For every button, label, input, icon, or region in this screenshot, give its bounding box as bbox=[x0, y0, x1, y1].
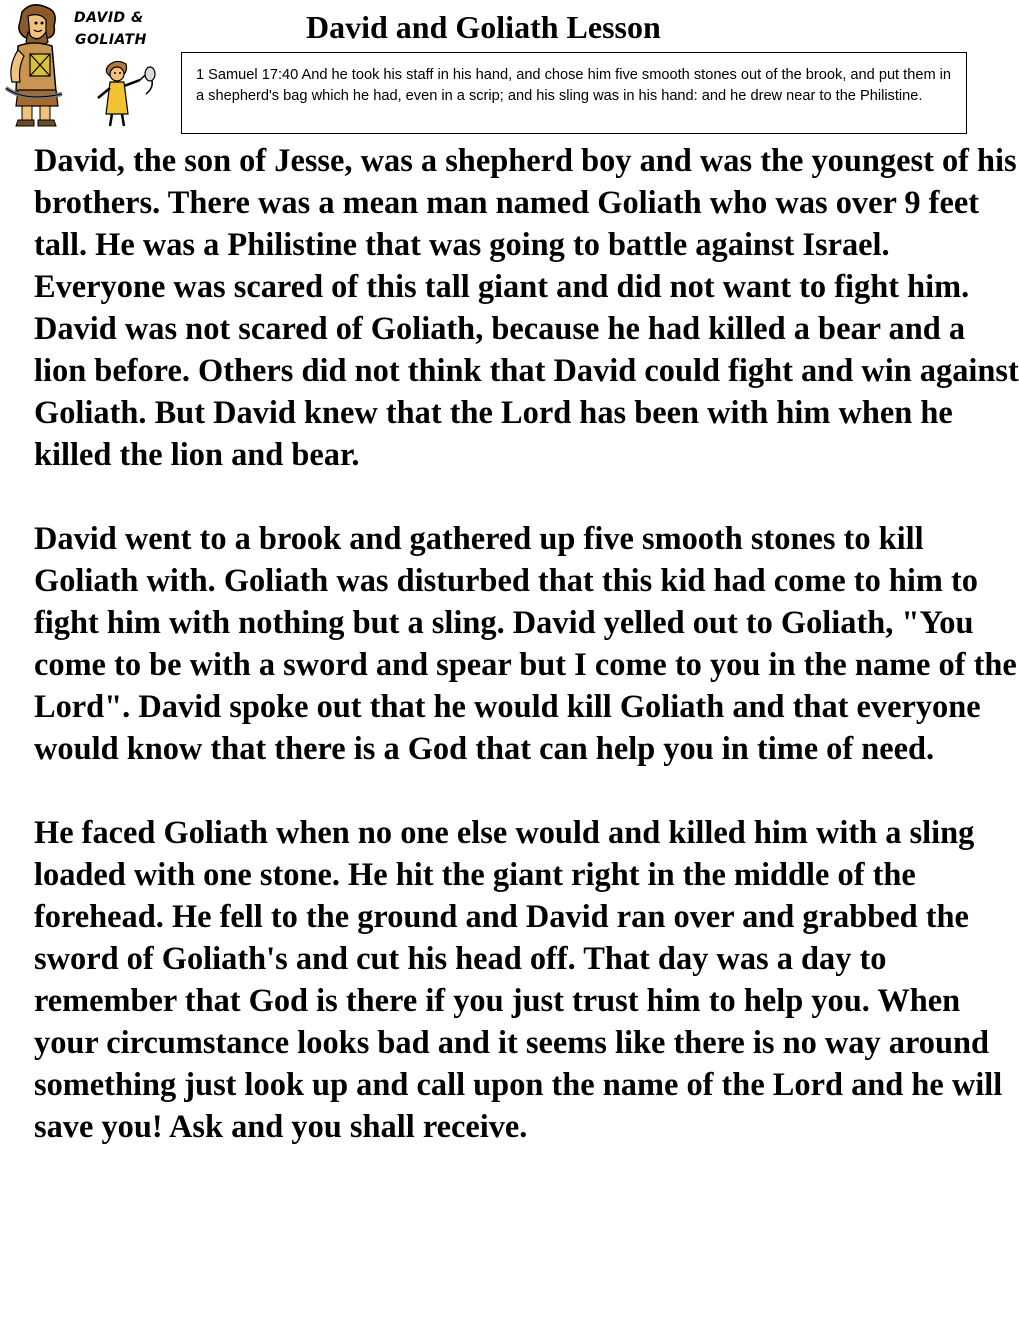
logo-text-line1: DAVID & bbox=[74, 10, 144, 26]
david-goliath-logo bbox=[4, 2, 176, 130]
goliath-figure bbox=[6, 5, 62, 126]
david-figure bbox=[98, 61, 155, 126]
scripture-verse-box: 1 Samuel 17:40 And he took his staff in his hand, and chose him five smooth stones out of the brook, and put them in a shepherd's bag which he had, even in a scrip; and his sling was in his hand: and he drew near to the Philistine. bbox=[181, 52, 967, 134]
story-paragraph-2: David went to a brook and gathered up five smooth stones to kill Goliath with. Goliath was disturbed that this kid had come to him to fight him with nothing but a sling. David yelled out to Goliath, "You come to be with a sword and spear but I come to you in the name of the Lord". David spoke out that he would kill Goliath and that everyone would know that there is a God that can help you in time of need. bbox=[34, 521, 1017, 767]
page-title: David and Goliath Lesson bbox=[306, 9, 661, 45]
lesson-story bbox=[34, 140, 1019, 1148]
logo-text-line2: GOLIATH bbox=[75, 32, 147, 48]
story-paragraph-3: He faced Goliath when no one else would and killed him with a sling loaded with one stone. He hit the giant right in the middle of the forehead. He fell to the ground and David ran over and grabbed the sword of Goliath's and cut his head off. That day was a day to remember that God is there if you just trust him to help you. When your circumstance looks bad and it seems like there is no way around something just look up and call upon the name of the Lord and he will save you! Ask and you shall receive. bbox=[34, 815, 1003, 1145]
story-paragraph-1: David, the son of Jesse, was a shepherd boy and was the youngest of his brothers. There was a mean man named Goliath who was over 9 feet tall. He was a Philistine that was going to battle against Israel. Everyone was scared of this tall giant and did not want to fight him. David was not scared of Goliath, because he had killed a bear and a lion before. Others did not think that David could fight and win against Goliath. But David knew that the Lord has been with him when he killed the lion and bear. bbox=[34, 143, 1019, 473]
